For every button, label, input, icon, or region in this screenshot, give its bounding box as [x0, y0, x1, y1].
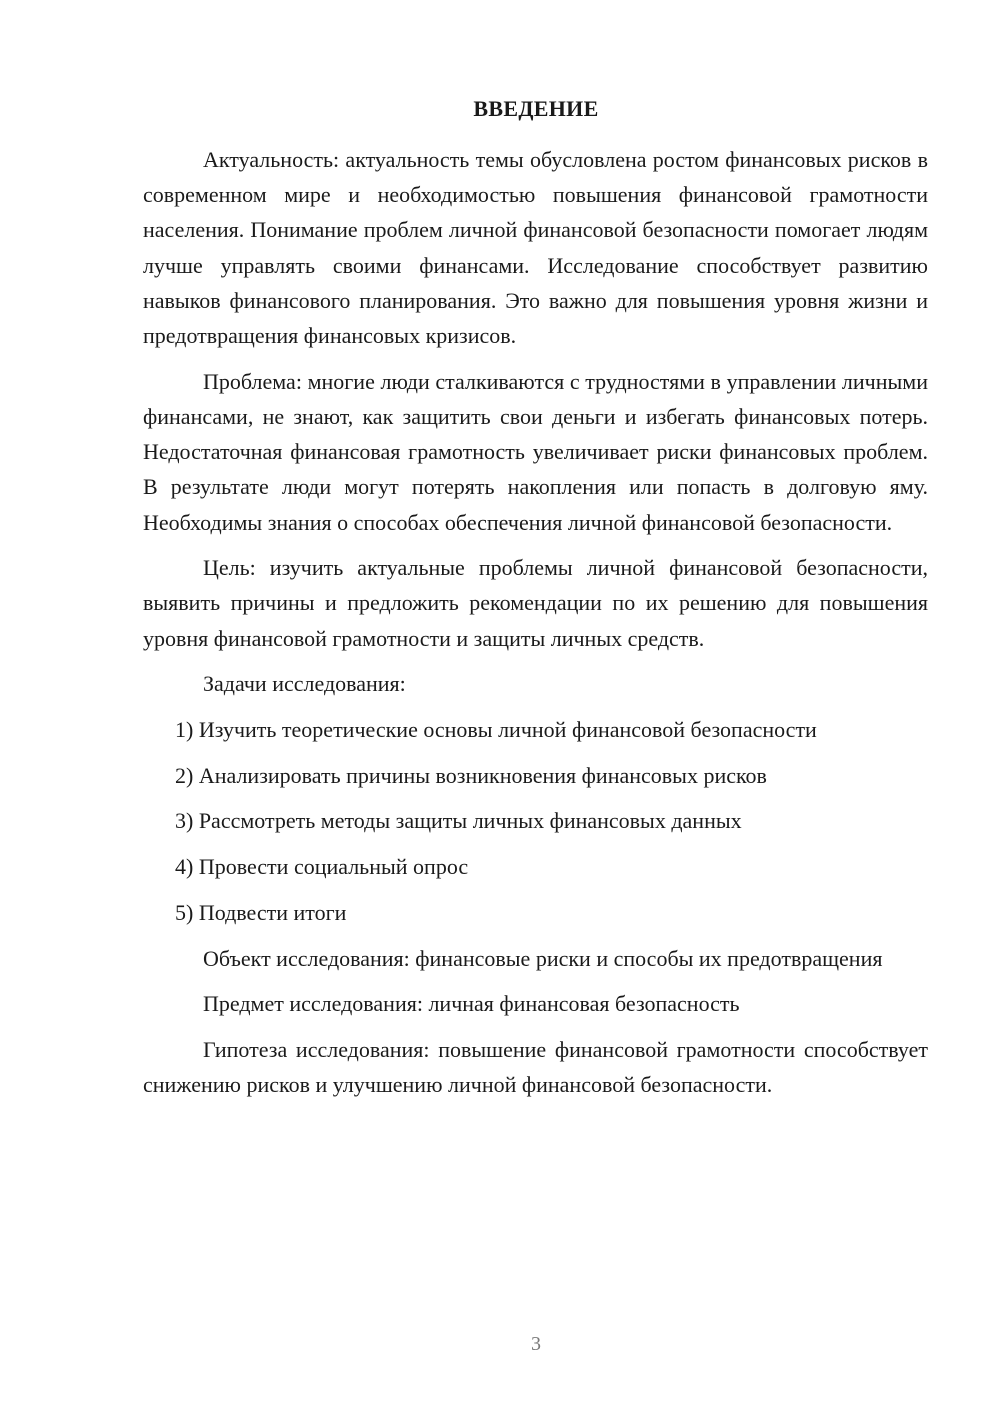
tasks-heading: Задачи исследования: — [203, 671, 406, 697]
list-item: 3) Рассмотреть методы защиты личных финансовых данных — [175, 808, 742, 834]
list-item: 5) Подвести итоги — [175, 899, 347, 925]
subject-paragraph: Предмет исследования: личная финансовая безопасность — [203, 991, 740, 1017]
document-body — [143, 142, 928, 1113]
tasks-list — [143, 712, 928, 930]
goal-paragraph: Цель: изучить актуальные проблемы личной финансовой безопасности, выявить причины и предложить рекомендации по их решению для повышения уровня финансовой грамотности и защиты личных средств. — [143, 555, 928, 651]
page-number: 3 — [531, 1333, 541, 1355]
problem-paragraph: Проблема: многие люди сталкиваются с трудностями в управлении личными финансами, не знают, как защитить свои деньги и избегать финансовых потерь. Недостаточная финансовая грамотность увеличивает риски финансовых проблем. В результате люди могут потерять накопления или попасть в долговую яму. Необходимы знания о способах обеспечения личной финансовой безопасности. — [143, 368, 928, 535]
object-paragraph: Объект исследования: финансовые риски и способы их предотвращения — [203, 945, 883, 971]
list-item: 1) Изучить теоретические основы личной финансовой безопасности — [175, 717, 817, 743]
page-title: ВВЕДЕНИЕ — [473, 96, 599, 121]
hypothesis-paragraph: Гипотеза исследования: повышение финансовой грамотности способствует снижению рисков и улучшению личной финансовой безопасности. — [143, 1036, 928, 1098]
list-item: 4) Провести социальный опрос — [175, 854, 469, 880]
list-item: 2) Анализировать причины возникновения финансовых рисков — [175, 762, 767, 788]
relevance-paragraph: Актуальность: актуальность темы обусловлена ростом финансовых рисков в современном мире и необходимостью повышения финансовой грамотности населения. Понимание проблем личной финансовой безопасности помогает людям лучше управлять своими финансами. Исследование способствует развитию навыков финансового планирования. Это важно для повышения уровня жизни и предотвращения финансовых кризисов. — [143, 147, 928, 349]
